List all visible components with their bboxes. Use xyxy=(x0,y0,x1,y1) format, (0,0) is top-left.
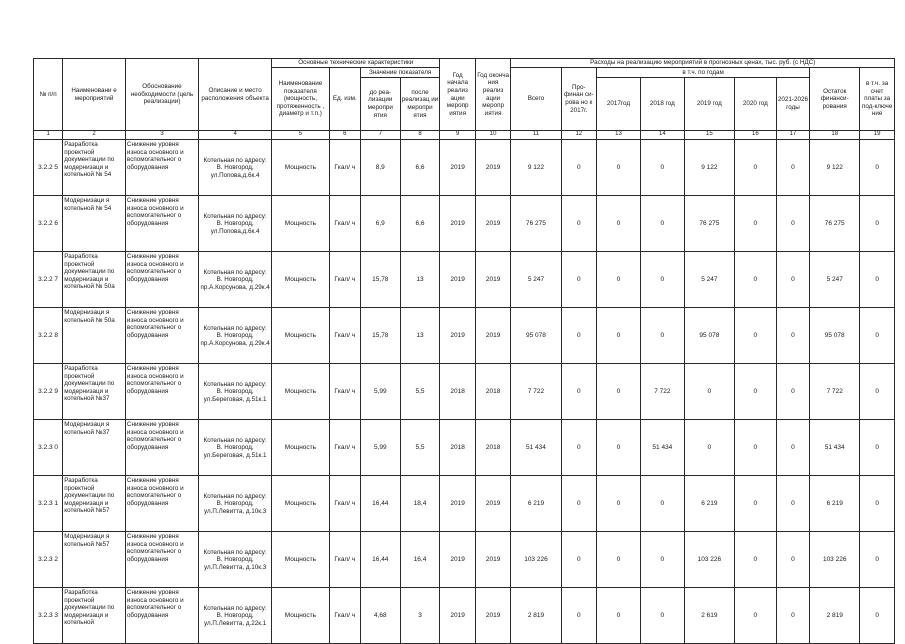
table-row xyxy=(34,196,895,252)
cell-name: Разработка проектной документации по модернизаци и котельной № 54 xyxy=(63,140,126,196)
cell-before: 6,9 xyxy=(360,196,400,252)
cell-prefin: 0 xyxy=(561,196,597,252)
cell-name: Разработка проектной документации по модернизаци и котельной xyxy=(63,588,126,644)
cell-unit: Гкал/ ч xyxy=(329,588,360,644)
column-number: 19 xyxy=(860,131,895,140)
table-row xyxy=(34,308,895,364)
table-row xyxy=(34,588,895,644)
investment-program-table xyxy=(33,58,895,644)
cell-y2017: 0 xyxy=(597,420,641,476)
cell-start: 2019 xyxy=(440,308,476,364)
cell-before: 5,99 xyxy=(360,364,400,420)
cell-prefin: 0 xyxy=(561,588,597,644)
cell-remainder: 95 078 xyxy=(810,308,860,364)
cell-y2019: 103 226 xyxy=(684,532,734,588)
cell-prefin: 0 xyxy=(561,252,597,308)
cell-after: 13 xyxy=(400,252,440,308)
column-number: 6 xyxy=(329,131,360,140)
cell-y2021: 0 xyxy=(776,364,809,420)
cell-name: Разработка проектной документации по модернизаци и котельной № 50а xyxy=(63,252,126,308)
cell-fee: 0 xyxy=(860,196,895,252)
table-row xyxy=(34,532,895,588)
cell-no: 3.2.2 9 xyxy=(34,364,63,420)
cell-end: 2019 xyxy=(475,196,511,252)
column-number-row xyxy=(34,131,895,140)
cell-y2017: 0 xyxy=(597,532,641,588)
cell-total: 7 722 xyxy=(511,364,561,420)
table-row xyxy=(34,420,895,476)
cell-total: 103 226 xyxy=(511,532,561,588)
cell-before: 16,44 xyxy=(360,532,400,588)
cell-remainder: 9 122 xyxy=(810,140,860,196)
cell-indicator: Мощность xyxy=(272,532,329,588)
cell-remainder: 51 434 xyxy=(810,420,860,476)
cell-remainder: 6 219 xyxy=(810,476,860,532)
cell-remainder: 7 722 xyxy=(810,364,860,420)
cell-y2019: 9 122 xyxy=(684,140,734,196)
cell-indicator: Мощность xyxy=(272,252,329,308)
cell-fee: 0 xyxy=(860,476,895,532)
cell-y2021: 0 xyxy=(776,140,809,196)
cell-location: Котельная по адресу: В. Новгород, ул.Попова,д.6к.4 xyxy=(199,140,272,196)
cell-indicator: Мощность xyxy=(272,420,329,476)
cell-no: 3.2.2 6 xyxy=(34,196,63,252)
cell-unit: Гкал/ ч xyxy=(329,532,360,588)
cell-location: Котельная по адресу: В. Новгород, ул.П.Левитта, д.10к.3 xyxy=(199,532,272,588)
cell-location: Котельная по адресу: В. Новгород, ул.П.Левитта, д.10к.3 xyxy=(199,476,272,532)
cell-remainder: 5 247 xyxy=(810,252,860,308)
cell-y2017: 0 xyxy=(597,140,641,196)
cell-y2019: 76 275 xyxy=(684,196,734,252)
cell-no: 3.2.2 5 xyxy=(34,140,63,196)
cell-location: Котельная по адресу: В. Новгород, ул.Попова,д.6к.4 xyxy=(199,196,272,252)
header-2017: 2017год xyxy=(597,78,641,131)
cell-start: 2019 xyxy=(440,588,476,644)
cell-y2019: 0 xyxy=(684,420,734,476)
cell-y2017: 0 xyxy=(597,252,641,308)
cell-prefin: 0 xyxy=(561,308,597,364)
column-number: 10 xyxy=(475,131,511,140)
cell-y2020: 0 xyxy=(734,252,776,308)
cell-before: 15,78 xyxy=(360,308,400,364)
cell-location: Котельная по адресу: В. Новгород, пр.А.Корсунова, д.29к.4 xyxy=(199,308,272,364)
header-total: Всего xyxy=(511,68,561,131)
cell-y2018: 0 xyxy=(640,140,684,196)
cell-unit: Гкал/ ч xyxy=(329,308,360,364)
cell-y2018: 0 xyxy=(640,252,684,308)
header-2021-2026: 2021-2026 годы xyxy=(776,78,809,131)
cell-after: 18,4 xyxy=(400,476,440,532)
cell-y2019: 6 219 xyxy=(684,476,734,532)
cell-reason: Снижение уровня износа основного и вспомогательног о оборудования xyxy=(125,252,198,308)
cell-reason: Снижение уровня износа основного и вспомогательног о оборудования xyxy=(125,588,198,644)
header-year-end: Год оконча ния реализ ации меропр иятия xyxy=(475,59,511,131)
cell-reason: Снижение уровня износа основного и вспомогательног о оборудования xyxy=(125,364,198,420)
cell-total: 5 247 xyxy=(511,252,561,308)
column-number: 17 xyxy=(776,131,809,140)
cell-before: 4,68 xyxy=(360,588,400,644)
cell-no: 3.2.2 7 xyxy=(34,252,63,308)
cell-y2017: 0 xyxy=(597,476,641,532)
cell-indicator: Мощность xyxy=(272,308,329,364)
cell-reason: Снижение уровня износа основного и вспомогательног о оборудования xyxy=(125,308,198,364)
table-row xyxy=(34,140,895,196)
cell-end: 2019 xyxy=(475,252,511,308)
cell-end: 2019 xyxy=(475,532,511,588)
cell-y2020: 0 xyxy=(734,140,776,196)
cell-name: Модернизаци я котельной № 54 xyxy=(63,196,126,252)
cell-prefin: 0 xyxy=(561,420,597,476)
column-number: 15 xyxy=(684,131,734,140)
column-number: 18 xyxy=(810,131,860,140)
cell-y2019: 5 247 xyxy=(684,252,734,308)
column-number: 8 xyxy=(400,131,440,140)
cell-y2020: 0 xyxy=(734,532,776,588)
cell-name: Модернизаци я котельной №37 xyxy=(63,420,126,476)
cell-total: 95 078 xyxy=(511,308,561,364)
cell-remainder: 2 819 xyxy=(810,588,860,644)
table-body xyxy=(34,140,895,644)
cell-indicator: Мощность xyxy=(272,588,329,644)
cell-y2021: 0 xyxy=(776,532,809,588)
header-group-by-years: в т.ч. по годам xyxy=(597,68,810,78)
header-group-costs: Расходы на реализацию мероприятий в прогнозных ценах, тыс. руб. (с НДС) xyxy=(511,59,895,68)
cell-y2021: 0 xyxy=(776,196,809,252)
cell-y2021: 0 xyxy=(776,420,809,476)
header-profinanced: Про-финан си-рова но к 2017г. xyxy=(561,68,597,131)
cell-y2018: 0 xyxy=(640,532,684,588)
cell-location: Котельная по адресу: В. Новгород, пр.А.Корсунова, д.29к.4 xyxy=(199,252,272,308)
cell-after: 16,4 xyxy=(400,532,440,588)
column-number: 3 xyxy=(125,131,198,140)
cell-y2017: 0 xyxy=(597,588,641,644)
cell-y2020: 0 xyxy=(734,196,776,252)
header-before: до реа-лизации меропри ятия xyxy=(360,78,400,131)
cell-unit: Гкал/ ч xyxy=(329,140,360,196)
cell-remainder: 103 226 xyxy=(810,532,860,588)
header-remainder: Остаток финанси-рования xyxy=(810,68,860,131)
cell-fee: 0 xyxy=(860,420,895,476)
cell-y2021: 0 xyxy=(776,252,809,308)
cell-start: 2019 xyxy=(440,252,476,308)
cell-start: 2018 xyxy=(440,420,476,476)
column-number: 7 xyxy=(360,131,400,140)
column-number: 11 xyxy=(511,131,561,140)
cell-indicator: Мощность xyxy=(272,364,329,420)
cell-after: 5,5 xyxy=(400,420,440,476)
cell-unit: Гкал/ ч xyxy=(329,420,360,476)
cell-no: 3.2.3 0 xyxy=(34,420,63,476)
header-2018: 2018 год xyxy=(640,78,684,131)
cell-prefin: 0 xyxy=(561,476,597,532)
cell-y2017: 0 xyxy=(597,308,641,364)
cell-end: 2018 xyxy=(475,420,511,476)
cell-start: 2019 xyxy=(440,532,476,588)
cell-no: 3.2.2 8 xyxy=(34,308,63,364)
cell-fee: 0 xyxy=(860,140,895,196)
cell-total: 76 275 xyxy=(511,196,561,252)
cell-location: Котельная по адресу: В. Новгород, ул.П.Левитта, д.22к.1 xyxy=(199,588,272,644)
cell-y2020: 0 xyxy=(734,308,776,364)
cell-y2019: 0 xyxy=(684,364,734,420)
column-number: 9 xyxy=(440,131,476,140)
cell-after: 6,6 xyxy=(400,196,440,252)
column-number: 2 xyxy=(63,131,126,140)
header-indicator-name: Наименование показателя (мощность, протяженность , диаметр и т.п.) xyxy=(272,68,329,131)
cell-no: 3.2.3 2 xyxy=(34,532,63,588)
cell-y2020: 0 xyxy=(734,364,776,420)
cell-y2018: 0 xyxy=(640,588,684,644)
cell-end: 2019 xyxy=(475,140,511,196)
cell-start: 2019 xyxy=(440,140,476,196)
cell-y2019: 95 078 xyxy=(684,308,734,364)
column-number: 13 xyxy=(597,131,641,140)
cell-after: 13 xyxy=(400,308,440,364)
cell-name: Разработка проектной документации по модернизаци и котельной №57 xyxy=(63,476,126,532)
cell-y2020: 0 xyxy=(734,588,776,644)
table-row xyxy=(34,252,895,308)
cell-end: 2018 xyxy=(475,364,511,420)
cell-y2020: 0 xyxy=(734,476,776,532)
cell-reason: Снижение уровня износа основного и вспомогательног о оборудования xyxy=(125,476,198,532)
cell-y2018: 0 xyxy=(640,476,684,532)
cell-start: 2019 xyxy=(440,476,476,532)
column-number: 1 xyxy=(34,131,63,140)
cell-reason: Снижение уровня износа основного и вспомогательног о оборудования xyxy=(125,532,198,588)
cell-y2020: 0 xyxy=(734,420,776,476)
header-group-indicator-value: Значение показателя xyxy=(360,68,439,78)
header-fee: в т.ч. за счет платы за под-ключе ние xyxy=(860,68,895,131)
cell-no: 3.2.3 3 xyxy=(34,588,63,644)
cell-start: 2018 xyxy=(440,364,476,420)
header-after: после реализац ии меропри ятия xyxy=(400,78,440,131)
cell-after: 6,6 xyxy=(400,140,440,196)
cell-start: 2019 xyxy=(440,196,476,252)
cell-reason: Снижение уровня износа основного и вспомогательног о оборудования xyxy=(125,140,198,196)
column-number: 14 xyxy=(640,131,684,140)
column-number: 12 xyxy=(561,131,597,140)
cell-before: 8,9 xyxy=(360,140,400,196)
cell-prefin: 0 xyxy=(561,140,597,196)
cell-reason: Снижение уровня износа основного и вспомогательног о оборудования xyxy=(125,420,198,476)
cell-indicator: Мощность xyxy=(272,196,329,252)
cell-before: 15,78 xyxy=(360,252,400,308)
cell-before: 5,99 xyxy=(360,420,400,476)
cell-location: Котельная по адресу: В. Новгород, ул.Береговая, д.51к.1 xyxy=(199,364,272,420)
cell-reason: Снижение уровня износа основного и вспомогательног о оборудования xyxy=(125,196,198,252)
cell-y2019: 2 619 xyxy=(684,588,734,644)
cell-unit: Гкал/ ч xyxy=(329,364,360,420)
column-number: 4 xyxy=(199,131,272,140)
header-name: Наименовани е мероприятий xyxy=(63,59,126,131)
cell-unit: Гкал/ ч xyxy=(329,196,360,252)
cell-fee: 0 xyxy=(860,308,895,364)
cell-y2018: 51 434 xyxy=(640,420,684,476)
header-group-tech: Основные технические характеристики xyxy=(272,59,440,68)
cell-prefin: 0 xyxy=(561,532,597,588)
cell-total: 6 219 xyxy=(511,476,561,532)
table-row xyxy=(34,364,895,420)
header-unit: Ед. изм. xyxy=(329,68,360,131)
column-number: 16 xyxy=(734,131,776,140)
cell-y2017: 0 xyxy=(597,196,641,252)
cell-name: Модернизаци я котельной №57 xyxy=(63,532,126,588)
cell-fee: 0 xyxy=(860,588,895,644)
cell-after: 5,5 xyxy=(400,364,440,420)
cell-total: 9 122 xyxy=(511,140,561,196)
cell-end: 2019 xyxy=(475,588,511,644)
column-number: 5 xyxy=(272,131,329,140)
cell-fee: 0 xyxy=(860,252,895,308)
cell-before: 16,44 xyxy=(360,476,400,532)
cell-indicator: Мощность xyxy=(272,140,329,196)
header-2020: 2020 год xyxy=(734,78,776,131)
cell-y2021: 0 xyxy=(776,476,809,532)
cell-y2021: 0 xyxy=(776,308,809,364)
cell-y2021: 0 xyxy=(776,588,809,644)
cell-y2018: 7 722 xyxy=(640,364,684,420)
cell-total: 2 819 xyxy=(511,588,561,644)
table-row xyxy=(34,476,895,532)
header-reason: Обоснование необходимости (цель реализации) xyxy=(125,59,198,131)
header-location: Описание и место расположения объекта xyxy=(199,59,272,131)
cell-fee: 0 xyxy=(860,532,895,588)
header-2019: 2019 год xyxy=(684,78,734,131)
cell-y2018: 0 xyxy=(640,308,684,364)
cell-no: 3.2.3 1 xyxy=(34,476,63,532)
header-no: № п/п xyxy=(34,59,63,131)
cell-end: 2019 xyxy=(475,476,511,532)
cell-indicator: Мощность xyxy=(272,476,329,532)
cell-name: Разработка проектной документации по модернизаци и котельной №37 xyxy=(63,364,126,420)
cell-unit: Гкал/ ч xyxy=(329,252,360,308)
cell-location: Котельная по адресу: В. Новгород, ул.Береговая, д.51к.1 xyxy=(199,420,272,476)
cell-unit: Гкал/ ч xyxy=(329,476,360,532)
cell-remainder: 76 275 xyxy=(810,196,860,252)
cell-end: 2019 xyxy=(475,308,511,364)
cell-y2018: 0 xyxy=(640,196,684,252)
cell-prefin: 0 xyxy=(561,364,597,420)
cell-name: Модернизаци я котельной № 50а xyxy=(63,308,126,364)
cell-after: 3 xyxy=(400,588,440,644)
header-year-start: Год начала реализ ации меропр иятия xyxy=(440,59,476,131)
cell-total: 51 434 xyxy=(511,420,561,476)
cell-fee: 0 xyxy=(860,364,895,420)
cell-y2017: 0 xyxy=(597,364,641,420)
